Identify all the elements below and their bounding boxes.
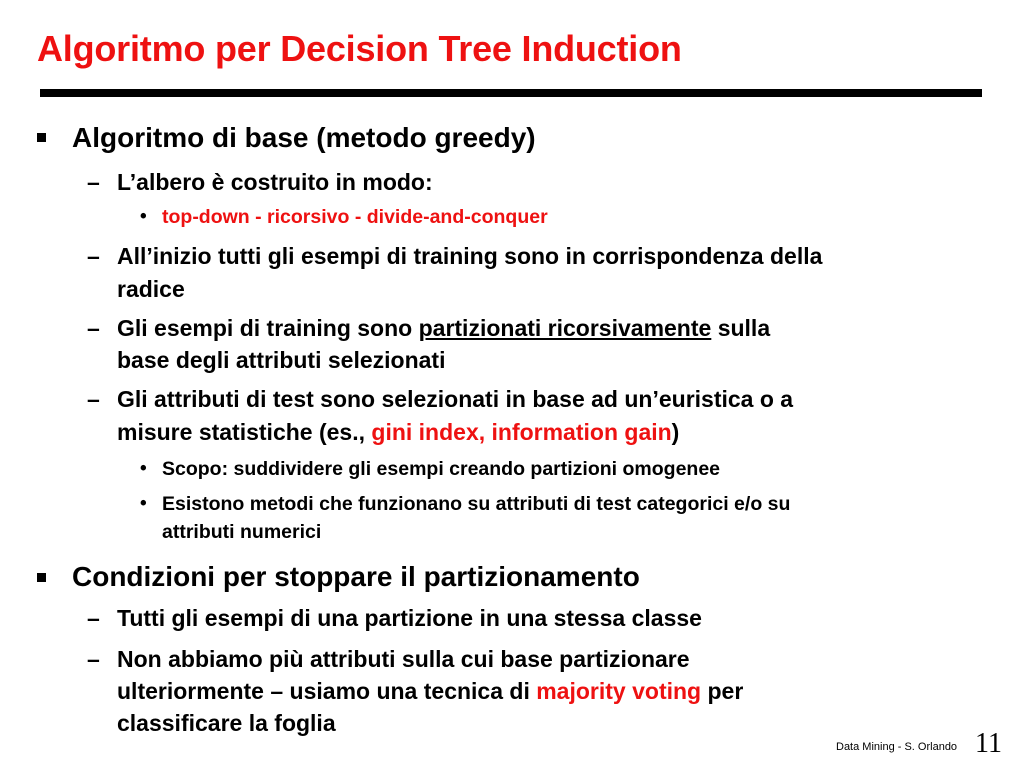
dash-marker: – xyxy=(87,243,100,269)
sub-inizio-line2: radice xyxy=(117,276,185,302)
item-esistono-line1: Esistono metodi che funzionano su attributi di test categorici e/o su xyxy=(162,493,791,515)
sub-partizionati-line1 xyxy=(117,315,770,342)
sub-attributi-test-line1: Gli attributi di test sono selezionati in base ad un’euristica o a xyxy=(117,386,794,412)
item-esistono-line2: attributi numerici xyxy=(162,521,322,543)
sub-non-abbiamo-line2 xyxy=(117,678,743,705)
item-scopo: Scopo: suddividere gli esempi creando partizioni omogenee xyxy=(162,458,721,480)
page-number: 11 xyxy=(975,728,1002,759)
sub-stessa-classe: Tutti gli esempi di una partizione in una stessa classe xyxy=(117,605,702,631)
dash-marker: – xyxy=(87,315,100,341)
bullet-condizioni-stop: Condizioni per stoppare il partizionamento xyxy=(72,561,640,592)
square-bullet-icon xyxy=(37,133,46,142)
dash-marker: – xyxy=(87,386,100,412)
gini-index-highlight: gini index, information gain xyxy=(371,419,672,445)
sub-partizionati-post: sulla xyxy=(711,315,771,341)
dash-marker: – xyxy=(87,169,100,195)
sub-attributi-test-pre: misure statistiche (es., xyxy=(117,419,372,445)
sub-attributi-test-line2 xyxy=(117,419,679,446)
dash-marker: – xyxy=(87,646,100,672)
dot-marker: • xyxy=(140,493,147,514)
dash-marker: – xyxy=(87,605,100,631)
sub-albero-costruito: L’albero è costruito in modo: xyxy=(117,169,433,195)
dot-marker: • xyxy=(140,206,147,227)
majority-voting-highlight: majority voting xyxy=(536,678,702,704)
sub-non-abbiamo-post: per xyxy=(701,678,744,704)
sub-partizionati-line2: base degli attributi selezionati xyxy=(117,347,446,373)
sub-non-abbiamo-line3: classificare la foglia xyxy=(117,710,336,736)
slide-title: Algoritmo per Decision Tree Induction xyxy=(37,28,682,69)
square-bullet-icon xyxy=(37,573,46,582)
sub-non-abbiamo-pre: ulteriormente – usiamo una tecnica di xyxy=(117,678,537,704)
partizionati-ricorsivamente-underlined: partizionati ricorsivamente xyxy=(418,315,712,341)
slide-footer: Data Mining - S. Orlando xyxy=(836,741,958,753)
sub-attributi-test-post: ) xyxy=(671,419,680,445)
item-top-down: top-down - ricorsivo - divide-and-conquer xyxy=(162,206,548,228)
sub-non-abbiamo-line1: Non abbiamo più attributi sulla cui base partizionare xyxy=(117,646,690,672)
sub-inizio-line1: All’inizio tutti gli esempi di training sono in corrispondenza della xyxy=(117,243,823,269)
bullet-algoritmo-di-base: Algoritmo di base (metodo greedy) xyxy=(72,122,536,153)
dot-marker: • xyxy=(140,458,147,479)
sub-partizionati-pre: Gli esempi di training sono xyxy=(117,315,419,341)
